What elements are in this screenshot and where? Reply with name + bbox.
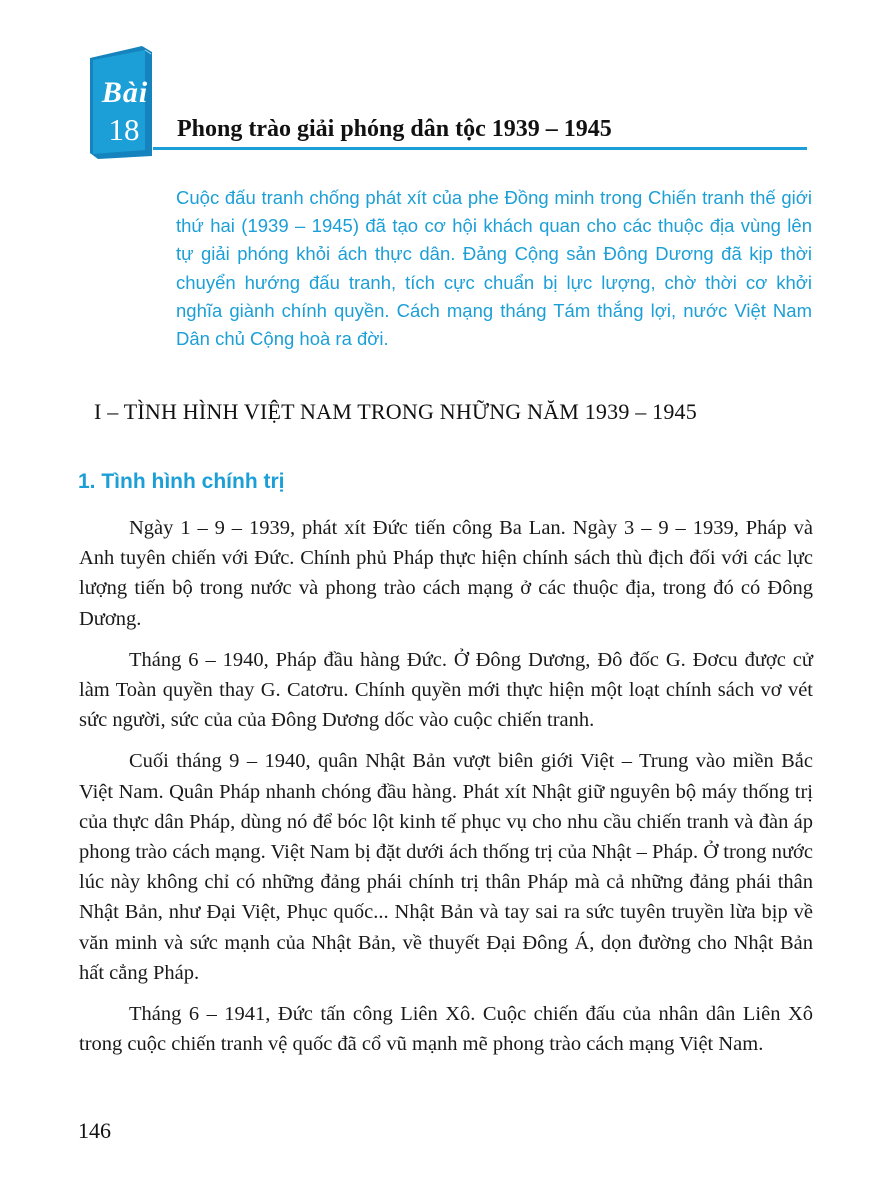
intro-summary: Cuộc đấu tranh chống phát xít của phe Đồng minh trong Chiến tranh thế giới thứ hai (1939 – 1945) đã tạo cơ hội khách quan cho các thuộc địa vùng lên tự giải phóng khỏi ách thực dân. Đảng Cộng sản Đông Dương đã kịp thời chuyển hướng đấu tranh, tích cực chuẩn bị lực lượng, chờ thời cơ khởi nghĩa giành chính quyền. Cách mạng tháng Tám thắng lợi, nước Việt Nam Dân chủ Cộng hoà ra đời. [176, 187, 812, 350]
body-text [79, 513, 813, 1070]
lesson-badge-number: 18 [108, 112, 140, 147]
page-number: 146 [78, 1118, 111, 1143]
paragraph: Cuối tháng 9 – 1940, quân Nhật Bản vượt biên giới Việt – Trung vào miền Bắc Việt Nam. Quân Pháp nhanh chóng đầu hàng. Phát xít Nhật giữ nguyên bộ máy thống trị của thực dân Pháp, dùng nó để bóc lột kinh tế phục vụ cho nhu cầu chiến tranh và đàn áp phong trào cách mạng. Việt Nam bị đặt dưới ách thống trị của Nhật – Pháp. Ở trong nước lúc này không chỉ có những đảng phái chính trị thân Pháp mà cả những đảng phái thân Nhật Bản, như Đại Việt, Phục quốc... Nhật Bản và tay sai ra sức tuyên truyền lừa bịp về văn minh và sức mạnh của Nhật Bản, về thuyết Đại Đông Á, dọn đường cho Nhật Bản hất cẳng Pháp. [79, 750, 813, 984]
sub-heading: 1. Tình hình chính trị [78, 470, 285, 493]
lesson-title: Phong trào giải phóng dân tộc 1939 – 1945 [177, 116, 612, 142]
paragraph: Tháng 6 – 1940, Pháp đầu hàng Đức. Ở Đông Dương, Đô đốc G. Đơcu được cử làm Toàn quyền thay G. Catơru. Chính quyền mới thực hiện một loạt chính sách vơ vét sức người, sức của của Đông Dương dốc vào cuộc chiến tranh. [79, 648, 813, 732]
lesson-badge-word: Bài [101, 76, 149, 109]
paragraph: Ngày 1 – 9 – 1939, phát xít Đức tiến công Ba Lan. Ngày 3 – 9 – 1939, Pháp và Anh tuyên chiến với Đức. Chính phủ Pháp thực hiện chính sách thù địch đối với các lực lượng tiến bộ trong nước và phong trào cách mạng ở các thuộc địa, trong đó có Đông Dương. [79, 517, 813, 630]
section-heading: I – TÌNH HÌNH VIỆT NAM TRONG NHỮNG NĂM 1939 – 1945 [94, 399, 697, 424]
paragraph: Tháng 6 – 1941, Đức tấn công Liên Xô. Cuộc chiến đấu của nhân dân Liên Xô trong cuộc chiến tranh vệ quốc đã cổ vũ mạnh mẽ phong trào cách mạng Việt Nam. [79, 1003, 813, 1056]
title-underline [153, 147, 807, 150]
